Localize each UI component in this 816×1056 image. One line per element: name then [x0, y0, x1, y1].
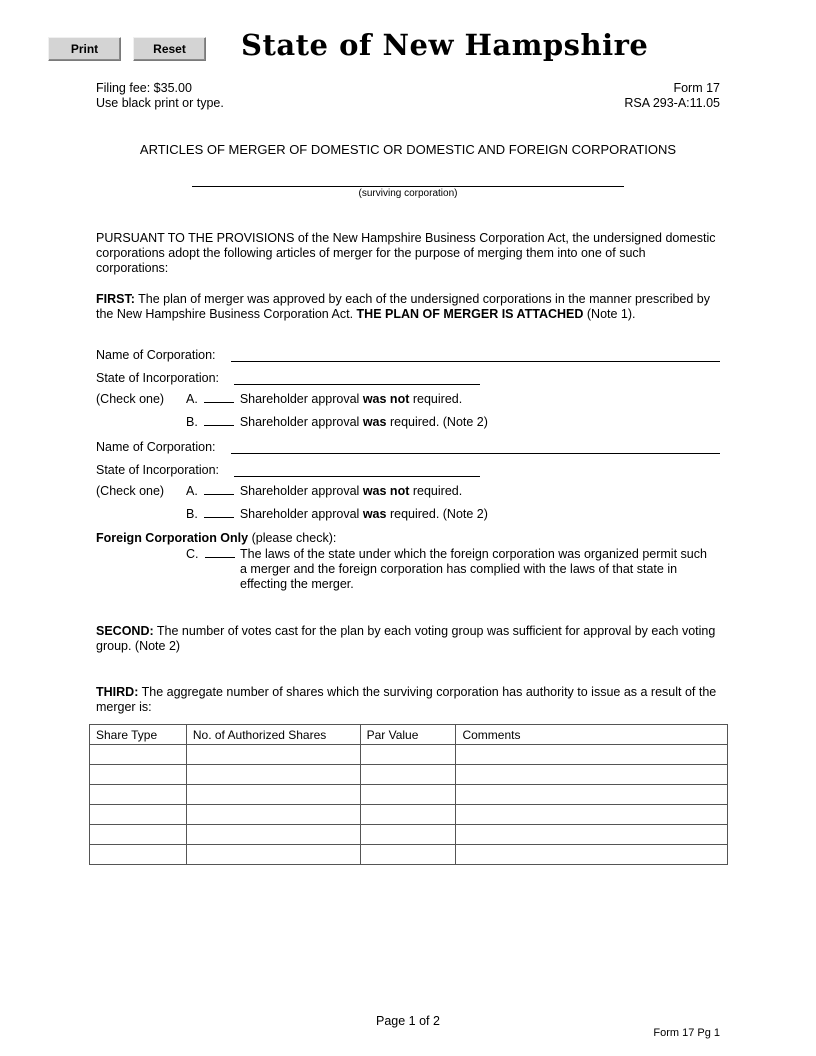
foreign-suffix: (please check):: [251, 531, 337, 545]
table-cell[interactable]: [456, 785, 728, 805]
was-not-text: was not: [362, 392, 410, 406]
option-a-letter: A.: [186, 484, 198, 498]
first-text: The plan of merger was approved by each of the undersigned corporations in the manner prescribed by the New Hampshire Business Corporation Act.: [96, 292, 711, 321]
header-share-type: Share Type: [90, 725, 187, 745]
first-label: FIRST:: [96, 292, 135, 306]
table-row: [90, 745, 728, 765]
option-b-letter: B.: [186, 507, 198, 521]
reset-button[interactable]: Reset: [133, 37, 206, 61]
table-cell[interactable]: [186, 745, 360, 765]
table-cell[interactable]: [90, 785, 187, 805]
table-cell[interactable]: [360, 785, 456, 805]
table-cell[interactable]: [360, 845, 456, 865]
was-text: was: [362, 415, 387, 429]
third-text: The aggregate number of shares which the surviving corporation has authority to issue as a result of the merger is:: [96, 685, 717, 714]
state-of-incorporation-field-1[interactable]: [234, 370, 480, 385]
foreign-corporation-heading: [96, 531, 336, 545]
table-cell[interactable]: [360, 825, 456, 845]
check-one-label-1: (Check one): [96, 392, 165, 406]
name-of-corporation-label-2: Name of Corporation:: [96, 440, 216, 454]
header-comments: Comments: [456, 725, 728, 745]
print-note: Use black print or type.: [96, 96, 224, 110]
table-cell[interactable]: [186, 805, 360, 825]
table-row: [90, 805, 728, 825]
authorized-shares-table: [89, 724, 728, 865]
plan-attached-notice: THE PLAN OF MERGER IS ATTACHED: [356, 307, 584, 321]
table-cell[interactable]: [90, 805, 187, 825]
option-b-2: [186, 507, 488, 521]
was-not-text: was not: [362, 484, 410, 498]
required-note-text: required. (Note 2): [389, 415, 488, 429]
second-text: The number of votes cast for the plan by each voting group was sufficient for approval by each voting group. (Note 2): [96, 624, 716, 653]
option-c: [186, 547, 241, 561]
table-row: [90, 765, 728, 785]
option-c-checkbox[interactable]: [205, 547, 235, 558]
table-header-row: [90, 725, 728, 745]
foreign-label: Foreign Corporation Only: [96, 531, 249, 545]
table-cell[interactable]: [456, 765, 728, 785]
name-of-corporation-label-1: Name of Corporation:: [96, 348, 216, 362]
name-of-corporation-field-1[interactable]: [231, 347, 720, 362]
rsa-reference: RSA 293-A:11.05: [624, 96, 720, 110]
form-title: ARTICLES OF MERGER OF DOMESTIC OR DOMESTIC AND FOREIGN CORPORATIONS: [139, 142, 677, 157]
table-cell[interactable]: [456, 845, 728, 865]
third-label: THIRD:: [96, 685, 139, 699]
surviving-corporation-field[interactable]: [192, 170, 624, 187]
table-row: [90, 785, 728, 805]
table-cell[interactable]: [186, 825, 360, 845]
state-of-incorporation-field-2[interactable]: [234, 462, 480, 477]
approval-prefix: Shareholder approval: [239, 415, 360, 429]
third-paragraph: [96, 685, 720, 715]
page-title: State of New Hampshire: [241, 28, 649, 62]
header-authorized-shares: No. of Authorized Shares: [186, 725, 360, 745]
second-paragraph: [96, 624, 720, 654]
table-cell[interactable]: [360, 805, 456, 825]
name-of-corporation-field-2[interactable]: [231, 439, 720, 454]
required-text: required.: [412, 392, 463, 406]
check-one-label-2: (Check one): [96, 484, 165, 498]
table-cell[interactable]: [456, 825, 728, 845]
table-cell[interactable]: [90, 745, 187, 765]
intro-paragraph: PURSUANT TO THE PROVISIONS of the New Hampshire Business Corporation Act, the undersigned domestic corporations adopt the following articles of merger for the purpose of merging them into one of such corporations:: [96, 231, 716, 275]
table-cell[interactable]: [90, 765, 187, 785]
print-button[interactable]: Print: [48, 37, 121, 61]
table-cell[interactable]: [186, 765, 360, 785]
table-row: [90, 845, 728, 865]
option-a-1: [186, 392, 462, 406]
table-cell[interactable]: [186, 785, 360, 805]
required-text: required.: [412, 484, 463, 498]
option-a-checkbox-1[interactable]: [204, 392, 234, 403]
option-b-checkbox-2[interactable]: [204, 507, 234, 518]
second-label: SECOND:: [96, 624, 154, 638]
foreign-text: The laws of the state under which the foreign corporation was organized permit such a merger and the foreign corporation has complied with the laws of that state in effecting the merger.: [240, 547, 707, 591]
was-text: was: [362, 507, 387, 521]
option-b-checkbox-1[interactable]: [204, 415, 234, 426]
header-par-value: Par Value: [360, 725, 456, 745]
option-a-checkbox-2[interactable]: [204, 484, 234, 495]
table-cell[interactable]: [360, 765, 456, 785]
option-b-1: [186, 415, 488, 429]
option-a-2: [186, 484, 462, 498]
table-cell[interactable]: [456, 745, 728, 765]
first-note: (Note 1).: [586, 307, 636, 321]
first-paragraph: [96, 292, 720, 322]
page-number: Page 1 of 2: [376, 1014, 440, 1028]
table-cell[interactable]: [90, 825, 187, 845]
table-cell[interactable]: [360, 745, 456, 765]
required-note-text: required. (Note 2): [389, 507, 488, 521]
approval-prefix: Shareholder approval: [239, 507, 360, 521]
surviving-corporation-caption: (surviving corporation): [358, 188, 458, 199]
option-b-letter: B.: [186, 415, 198, 429]
table-cell[interactable]: [186, 845, 360, 865]
option-c-letter: C.: [186, 547, 199, 561]
form-number: Form 17: [673, 81, 720, 95]
approval-prefix: Shareholder approval: [239, 392, 360, 406]
option-a-letter: A.: [186, 392, 198, 406]
filing-fee: Filing fee: $35.00: [96, 81, 192, 95]
table-row: [90, 825, 728, 845]
form-page-label: Form 17 Pg 1: [653, 1027, 720, 1039]
table-cell[interactable]: [90, 845, 187, 865]
state-of-incorporation-label-1: State of Incorporation:: [96, 371, 219, 385]
table-cell[interactable]: [456, 805, 728, 825]
state-of-incorporation-label-2: State of Incorporation:: [96, 463, 219, 477]
approval-prefix: Shareholder approval: [239, 484, 360, 498]
